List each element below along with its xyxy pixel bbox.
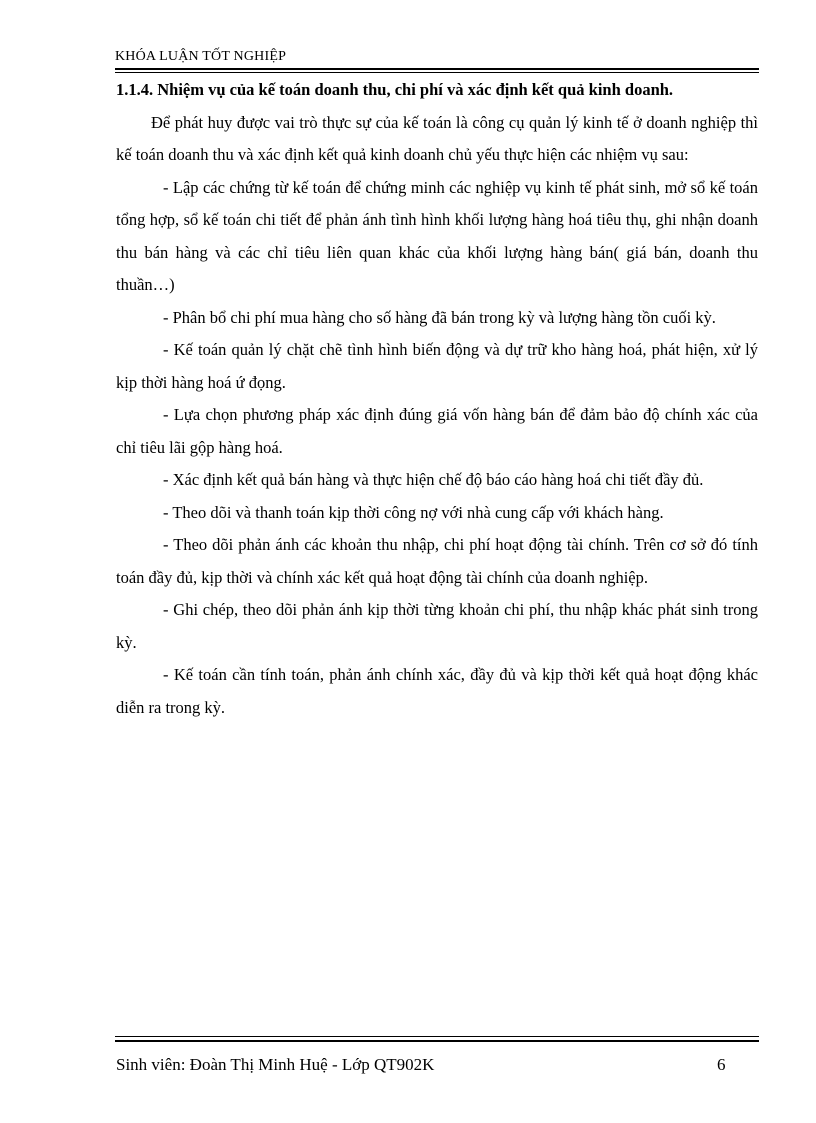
duty-item: - Xác định kết quả bán hàng và thực hiện chế độ báo cáo hàng hoá chi tiết đầy đủ. [163, 470, 704, 489]
duty-item: - Theo dõi phản ánh các khoản thu nhập, chi phí hoạt động tài chính. Trên cơ sở đó tính toán đầy đủ, kịp thời và chính xác kết quả hoạt động tài chính của doanh nghiệp. [116, 535, 758, 587]
footer-rule-thin [115, 1036, 759, 1037]
footer-student-info: Sinh viên: Đoàn Thị Minh Huệ - Lớp QT902K [116, 1055, 435, 1074]
section-heading: 1.1.4. Nhiệm vụ của kế toán doanh thu, chi phí và xác định kết quả kinh doanh. [116, 80, 674, 99]
duty-item: - Lựa chọn phương pháp xác định đúng giá vốn hàng bán để đảm bảo độ chính xác của chỉ tiêu lãi gộp hàng hoá. [116, 405, 758, 457]
footer-rule [115, 1040, 759, 1042]
page-number: 6 [717, 1055, 726, 1074]
duty-item: - Lập các chứng từ kế toán để chứng minh các nghiệp vụ kinh tế phát sinh, mở sổ kế toán tổng hợp, sổ kế toán chi tiết để phản ánh tình hình khối lượng hàng hoá tiêu thụ, ghi nhận doanh thu bán hàng và các chỉ tiêu liên quan khác của khối lượng hàng bán( giá bán, doanh thu thuần…) [116, 177, 758, 294]
header-rule-thin [115, 72, 759, 73]
duty-item: - Phân bổ chi phí mua hàng cho số hàng đã bán trong kỳ và lượng hàng tồn cuối kỳ. [163, 307, 716, 327]
duty-item: - Theo dõi và thanh toán kịp thời công nợ với nhà cung cấp với khách hàng. [163, 502, 664, 522]
main-content [116, 74, 758, 724]
intro-paragraph: Để phát huy được vai trò thực sự của kế toán là công cụ quản lý kinh tế ở doanh nghiệp thì kế toán doanh thu và xác định kết quả kinh doanh chủ yếu thực hiện các nhiệm vụ sau: [116, 112, 758, 164]
header-rule [115, 68, 759, 70]
duty-item: - Ghi chép, theo dõi phản ánh kịp thời từng khoản chi phí, thu nhập khác phát sinh trong kỳ. [116, 600, 758, 652]
header-title: KHÓA LUẬN TỐT NGHIỆP [115, 49, 287, 64]
duty-item: - Kế toán quản lý chặt chẽ tình hình biến động và dự trữ kho hàng hoá, phát hiện, xử lý kịp thời hàng hoá ứ đọng. [116, 340, 758, 392]
duty-item: - Kế toán cần tính toán, phản ánh chính xác, đầy đủ và kịp thời kết quả hoạt động khác diễn ra trong kỳ. [116, 665, 758, 717]
